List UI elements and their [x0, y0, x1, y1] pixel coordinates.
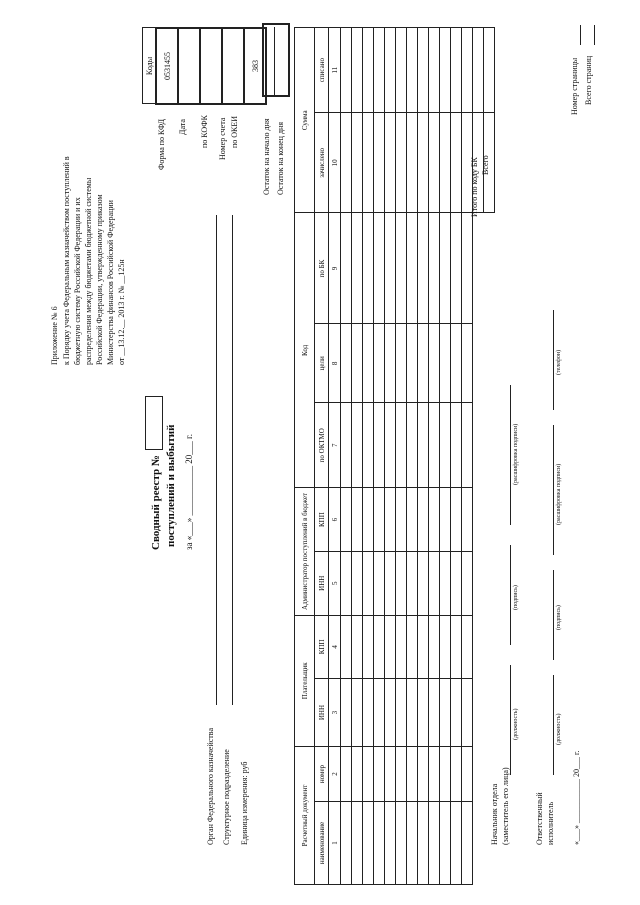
- table-row: [352, 28, 363, 885]
- table-cell[interactable]: [451, 324, 462, 403]
- table-cell[interactable]: [407, 403, 418, 488]
- table-cell[interactable]: [341, 213, 352, 324]
- table-cell[interactable]: [462, 403, 473, 488]
- column-header: зачислено: [315, 113, 329, 213]
- table-cell[interactable]: [352, 679, 363, 747]
- table-cell[interactable]: [341, 324, 352, 403]
- table-cell[interactable]: [374, 747, 385, 802]
- kofk-label: по КОФК: [200, 115, 209, 148]
- total-by-bk-label: Итого по коду БК: [470, 157, 479, 217]
- appendix-line7: от __13.12.__ 2013 г. № __125н: [117, 259, 126, 365]
- head-label-1: Начальник отдела: [490, 783, 499, 845]
- table-cell[interactable]: [440, 551, 451, 615]
- table-cell[interactable]: [462, 679, 473, 747]
- table-cell[interactable]: [352, 403, 363, 488]
- register-title: Сводный реестр №: [150, 455, 162, 550]
- table-cell[interactable]: [385, 403, 396, 488]
- sum-header: Сумма: [295, 28, 315, 213]
- column-header: по БК: [315, 213, 329, 324]
- treasury-body-label: Орган Федерального казначейства: [206, 727, 215, 845]
- table-cell[interactable]: [418, 403, 429, 488]
- grand-total-label: Всего: [481, 155, 490, 175]
- table-row: [341, 28, 352, 885]
- table-cell[interactable]: [374, 403, 385, 488]
- table-cell[interactable]: [385, 488, 396, 552]
- table-cell[interactable]: [341, 488, 352, 552]
- head-decoding-caption: (расшифровка подписи): [513, 423, 519, 485]
- column-header: по ОКТМО: [315, 403, 329, 488]
- table-cell[interactable]: [385, 747, 396, 802]
- kofk-code-cell[interactable]: [200, 28, 222, 104]
- total-pages-line[interactable]: [594, 25, 595, 45]
- table-cell[interactable]: [418, 488, 429, 552]
- column-number: 6: [329, 488, 341, 552]
- table-cell[interactable]: [407, 113, 418, 213]
- table-cell[interactable]: [374, 213, 385, 324]
- table-cell[interactable]: [396, 28, 407, 113]
- column-number: 10: [329, 113, 341, 213]
- balance-divider: [274, 27, 275, 97]
- table-row: [363, 28, 374, 885]
- account-number-label: Номер счета: [218, 117, 227, 160]
- executor-label-1: Ответственный: [535, 792, 544, 845]
- executor-phone-caption: (телефон): [556, 349, 562, 375]
- appendix-line1: Приложение № 6: [50, 306, 59, 365]
- executor-position-caption: (должность): [556, 713, 562, 745]
- executor-label-2: исполнитель: [546, 801, 555, 845]
- total-row-spacer: [473, 213, 484, 885]
- table-cell[interactable]: [462, 747, 473, 802]
- table-cell[interactable]: [385, 679, 396, 747]
- unit-label: Единица измерения: руб: [240, 761, 249, 845]
- appendix-line4: распределения между бюджетами бюджетной системы: [84, 177, 93, 365]
- table-cell[interactable]: [374, 615, 385, 679]
- table-cell[interactable]: [396, 213, 407, 324]
- executor-signature-line[interactable]: [553, 570, 554, 660]
- table-cell[interactable]: [341, 802, 352, 885]
- table-cell[interactable]: [440, 615, 451, 679]
- table-cell[interactable]: [451, 213, 462, 324]
- table-cell[interactable]: [396, 747, 407, 802]
- table-cell[interactable]: [407, 679, 418, 747]
- date-label: Дата: [178, 119, 187, 135]
- table-cell[interactable]: [418, 551, 429, 615]
- balance-start-label: Остаток на начало дня: [262, 118, 271, 195]
- table-cell[interactable]: [363, 28, 374, 113]
- table-cell[interactable]: [363, 551, 374, 615]
- table-cell[interactable]: [418, 747, 429, 802]
- page-number-line[interactable]: [580, 25, 581, 45]
- table-cell[interactable]: [429, 213, 440, 324]
- table-row: [374, 28, 385, 885]
- table-cell[interactable]: [429, 324, 440, 403]
- table-cell[interactable]: [396, 113, 407, 213]
- date-code-cell[interactable]: [178, 28, 200, 104]
- table-cell[interactable]: [341, 28, 352, 113]
- column-header: ИНН: [315, 679, 329, 747]
- head-signature-line[interactable]: [510, 545, 511, 645]
- column-number: 4: [329, 615, 341, 679]
- table-cell[interactable]: [429, 113, 440, 213]
- table-cell[interactable]: [407, 324, 418, 403]
- table-cell[interactable]: [418, 615, 429, 679]
- appendix-line3: бюджетную систему Российской Федерации и их: [73, 197, 82, 365]
- register-number-box[interactable]: [145, 396, 163, 450]
- table-cell[interactable]: [429, 551, 440, 615]
- table-cell[interactable]: [374, 488, 385, 552]
- table-cell[interactable]: [429, 403, 440, 488]
- table-cell[interactable]: [352, 113, 363, 213]
- table-cell[interactable]: [451, 488, 462, 552]
- table-cell[interactable]: [396, 679, 407, 747]
- table-cell[interactable]: [374, 113, 385, 213]
- balance-box[interactable]: [262, 23, 290, 97]
- column-number: 2: [329, 747, 341, 802]
- table-cell[interactable]: [440, 28, 451, 113]
- form-code-cell: 0531455: [156, 28, 178, 104]
- table-row: [385, 28, 396, 885]
- table-cell[interactable]: [352, 551, 363, 615]
- receipts-table: [294, 27, 495, 885]
- codes-header: Коды: [143, 28, 157, 104]
- table-cell[interactable]: [385, 324, 396, 403]
- table-row: [418, 28, 429, 885]
- executor-phone-line[interactable]: [553, 310, 554, 410]
- okei-label: по ОКЕИ: [230, 115, 239, 148]
- table-cell[interactable]: [462, 551, 473, 615]
- table-cell[interactable]: [374, 551, 385, 615]
- column-header: КПП: [315, 488, 329, 552]
- table-cell[interactable]: [418, 802, 429, 885]
- column-header: цели: [315, 324, 329, 403]
- table-cell[interactable]: [396, 324, 407, 403]
- table-cell[interactable]: [418, 113, 429, 213]
- table-row: [396, 28, 407, 885]
- table-cell[interactable]: [418, 28, 429, 113]
- column-header: списано: [315, 28, 329, 113]
- table-cell[interactable]: [374, 324, 385, 403]
- table-cell[interactable]: [385, 28, 396, 113]
- table-cell[interactable]: [407, 615, 418, 679]
- table-cell[interactable]: [385, 113, 396, 213]
- table-cell[interactable]: [407, 551, 418, 615]
- head-label-2: (заместитель его лица): [501, 767, 510, 845]
- column-number: 7: [329, 403, 341, 488]
- head-position-line[interactable]: [510, 665, 511, 775]
- table-cell[interactable]: [440, 213, 451, 324]
- table-cell[interactable]: [440, 802, 451, 885]
- column-number: 11: [329, 28, 341, 113]
- table-row: [451, 28, 462, 885]
- column-number: 5: [329, 551, 341, 615]
- table-cell[interactable]: [462, 28, 473, 113]
- executor-position-line[interactable]: [553, 675, 554, 775]
- table-cell[interactable]: [451, 679, 462, 747]
- table-cell[interactable]: [363, 113, 374, 213]
- account-code-cell[interactable]: [222, 28, 244, 104]
- table-cell[interactable]: [385, 802, 396, 885]
- table-cell[interactable]: [341, 403, 352, 488]
- table-row: [440, 28, 451, 885]
- table-cell[interactable]: [440, 488, 451, 552]
- table-cell[interactable]: [385, 213, 396, 324]
- table-cell[interactable]: [374, 679, 385, 747]
- table-cell[interactable]: [451, 802, 462, 885]
- table-cell[interactable]: [374, 28, 385, 113]
- table-cell[interactable]: [352, 213, 363, 324]
- table-cell[interactable]: [451, 28, 462, 113]
- table-cell[interactable]: [341, 113, 352, 213]
- table-cell[interactable]: [363, 403, 374, 488]
- executor-decoding-caption: (расшифровка подписи): [556, 463, 562, 525]
- head-position-caption: (должность): [513, 708, 519, 740]
- table-cell[interactable]: [385, 615, 396, 679]
- table-cell[interactable]: [418, 679, 429, 747]
- table-cell[interactable]: [418, 324, 429, 403]
- register-date-line: за «___» ___________ 20___ г.: [184, 434, 194, 550]
- column-number: 1: [329, 802, 341, 885]
- division-label: Структурное подразделение: [222, 749, 231, 845]
- table-cell[interactable]: [352, 28, 363, 113]
- table-cell[interactable]: [352, 747, 363, 802]
- column-header: наименование: [315, 802, 329, 885]
- column-header: ИНН: [315, 551, 329, 615]
- table-row: [407, 28, 418, 885]
- admin-header: Администратор поступлений в бюджет: [295, 488, 315, 615]
- table-cell[interactable]: [352, 324, 363, 403]
- table-cell[interactable]: [363, 747, 374, 802]
- table-cell[interactable]: [341, 747, 352, 802]
- appendix-line5: Российской Федерации, утвержденному приказом: [95, 194, 104, 365]
- table-cell[interactable]: [462, 615, 473, 679]
- table-cell[interactable]: [341, 679, 352, 747]
- treasury-body-line[interactable]: [216, 215, 217, 705]
- division-line[interactable]: [232, 215, 233, 705]
- table-cell[interactable]: [440, 403, 451, 488]
- table-cell[interactable]: [462, 213, 473, 324]
- total-cell[interactable]: [473, 28, 484, 113]
- table-cell[interactable]: [429, 615, 440, 679]
- code-header: Код: [295, 213, 315, 488]
- table-cell[interactable]: [363, 324, 374, 403]
- total-pages-label: Всего страниц: [584, 55, 593, 105]
- table-cell[interactable]: [363, 679, 374, 747]
- page-number-label: Номер страницы: [570, 57, 579, 115]
- codes-table: [142, 27, 267, 105]
- table-cell[interactable]: [396, 615, 407, 679]
- table-cell[interactable]: [341, 551, 352, 615]
- table-cell[interactable]: [407, 488, 418, 552]
- table-cell[interactable]: [363, 213, 374, 324]
- table-cell[interactable]: [462, 802, 473, 885]
- table-cell[interactable]: [451, 747, 462, 802]
- table-cell[interactable]: [451, 615, 462, 679]
- table-cell[interactable]: [352, 802, 363, 885]
- table-cell[interactable]: [440, 679, 451, 747]
- payer-header: Плательщик: [295, 615, 315, 747]
- table-cell[interactable]: [407, 28, 418, 113]
- table-cell[interactable]: [363, 488, 374, 552]
- table-cell[interactable]: [429, 28, 440, 113]
- table-cell[interactable]: [407, 747, 418, 802]
- table-cell[interactable]: [396, 488, 407, 552]
- table-cell[interactable]: [363, 802, 374, 885]
- table-cell[interactable]: [429, 802, 440, 885]
- appendix-line2: к Порядку учета Федеральным казначейством поступлений в: [62, 156, 71, 365]
- table-cell[interactable]: [385, 551, 396, 615]
- table-cell[interactable]: [462, 324, 473, 403]
- table-cell[interactable]: [462, 488, 473, 552]
- signature-date: «___» ___________ 20___ г.: [572, 750, 581, 845]
- column-header: КПП: [315, 615, 329, 679]
- table-cell[interactable]: [374, 802, 385, 885]
- column-number: 3: [329, 679, 341, 747]
- table-cell[interactable]: [396, 802, 407, 885]
- column-number: 8: [329, 324, 341, 403]
- head-decoding-line[interactable]: [510, 385, 511, 525]
- table-cell[interactable]: [451, 403, 462, 488]
- table-cell[interactable]: [341, 615, 352, 679]
- table-cell[interactable]: [451, 551, 462, 615]
- table-cell[interactable]: [352, 488, 363, 552]
- table-cell[interactable]: [429, 488, 440, 552]
- table-row: [429, 28, 440, 885]
- payment-doc-header: Расчетный документ: [295, 747, 315, 885]
- table-cell[interactable]: [440, 747, 451, 802]
- executor-signature-caption: (подпись): [556, 605, 562, 630]
- table-cell[interactable]: [440, 324, 451, 403]
- table-cell[interactable]: [407, 213, 418, 324]
- total-cell[interactable]: [484, 28, 495, 113]
- table-cell[interactable]: [396, 403, 407, 488]
- table-cell[interactable]: [451, 113, 462, 213]
- table-cell[interactable]: [407, 802, 418, 885]
- executor-decoding-line[interactable]: [553, 425, 554, 555]
- head-signature-caption: (подпись): [513, 585, 519, 610]
- table-cell[interactable]: [352, 615, 363, 679]
- okei-code-cell: 383: [244, 28, 266, 104]
- column-header: номер: [315, 747, 329, 802]
- column-number: 9: [329, 213, 341, 324]
- table-cell[interactable]: [396, 551, 407, 615]
- table-cell[interactable]: [429, 679, 440, 747]
- form-kfd-label: Форма по КФД: [157, 118, 166, 170]
- table-cell[interactable]: [418, 213, 429, 324]
- register-subtitle: поступлений и выбытий: [165, 424, 177, 547]
- appendix-line6: Министерства финансов Российской Федерации: [106, 200, 115, 365]
- table-cell[interactable]: [440, 113, 451, 213]
- table-cell[interactable]: [429, 747, 440, 802]
- balance-end-label: Остаток на конец дня: [276, 122, 285, 195]
- table-cell[interactable]: [363, 615, 374, 679]
